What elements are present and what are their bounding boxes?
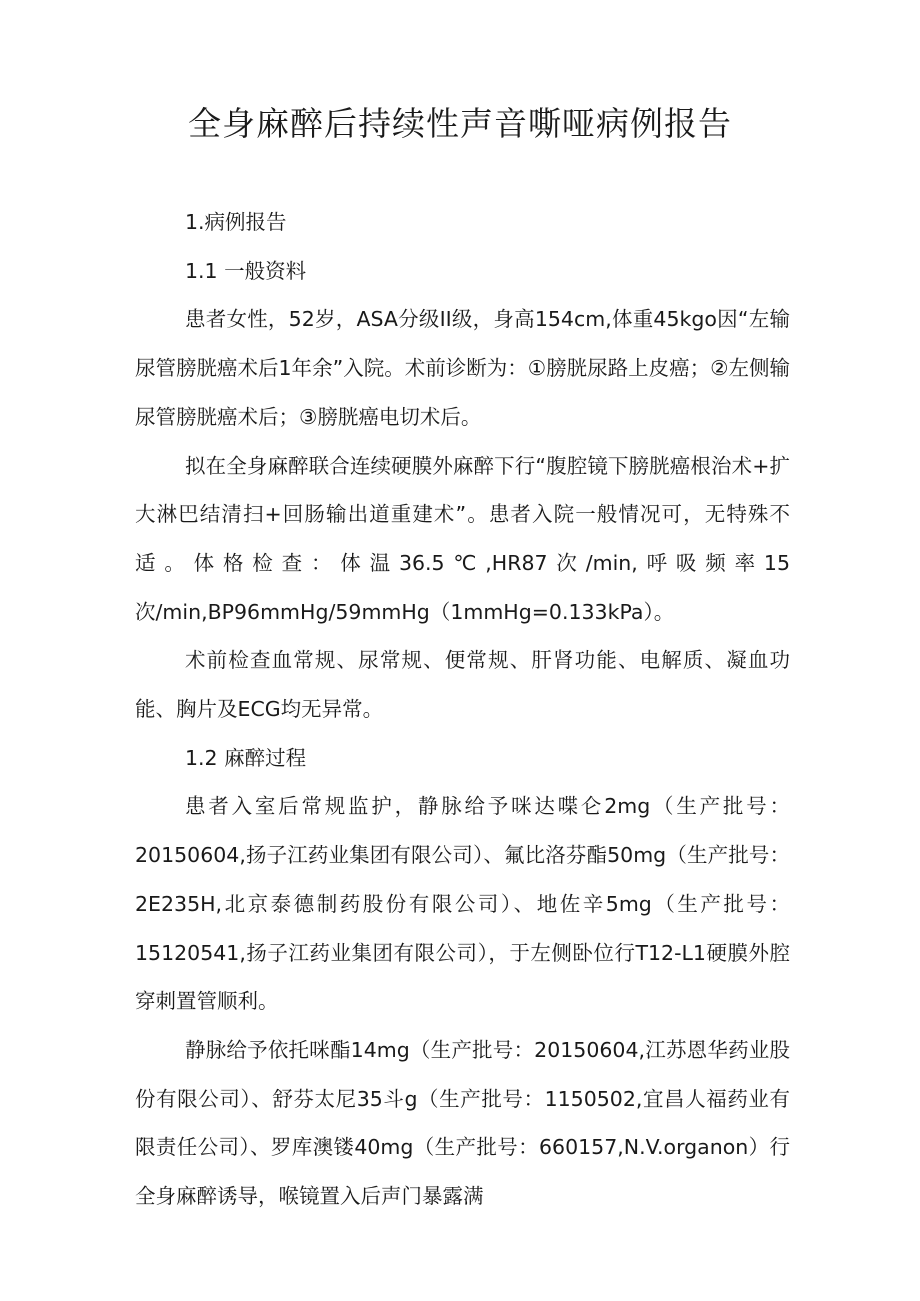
paragraph: 拟在全身麻醉联合连续硬膜外麻醉下行“腹腔镜下膀胱癌根治术+扩大淋巴结清扫+回肠输出道重建术”。患者入院一般情况可，无特殊不适。体格检查：体温36.5℃,HR87次/min,呼吸频率15次/min,BP96mmHg/59mmHg（1mmHg=0.133kPa）。 xyxy=(135,453,790,624)
paragraph: 患者入室后常规监护，静脉给予咪达喋仑2mg（生产批号：20150604,扬子江药业集团有限公司）、氟比洛芬酯50mg（生产批号：2E235H,北京泰德制药股份有限公司）、地佐辛5mg（生产批号：15120541,扬子江药业集团有限公司），于左侧卧位行T12-L1硬膜外腔穿刺置管顺利。 xyxy=(135,794,790,1014)
paragraph: 静脉给予依托咪酯14mg（生产批号：20150604,江苏恩华药业股份有限公司）、舒芬太尼35斗g（生产批号：1150502,宜昌人福药业有限责任公司）、罗库澳镂40mg（生产批号：660157,N.V.organon）行全身麻醉诱导，喉镜置入后声门暴露满 xyxy=(135,1037,790,1209)
document-title: 全身麻醉后持续性声音嘶哑病例报告 xyxy=(188,104,732,143)
paragraph: 术前检查血常规、尿常规、便常规、肝肾功能、电解质、凝血功能、胸片及ECG均无异常。 xyxy=(135,648,790,722)
subsection-heading: 1.1 一般资料 xyxy=(185,258,307,283)
subsection-heading: 1.2 麻醉过程 xyxy=(185,745,307,770)
paragraph: 患者女性，52岁，ASA分级II级，身高154cm,体重45kgo因“左输尿管膀胱癌术后1年余”入院。术前诊断为：①膀胱尿路上皮癌；②左侧输尿管膀胱癌术后；③膀胱癌电切术后。 xyxy=(135,307,790,429)
document-body xyxy=(135,198,790,1221)
section-heading: 1.病例报告 xyxy=(185,210,287,234)
